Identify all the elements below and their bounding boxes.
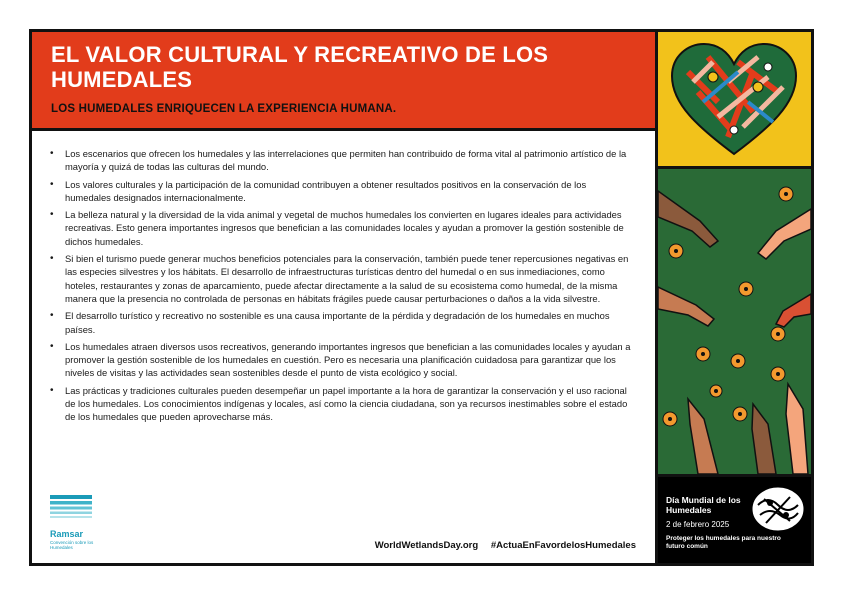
bullet-item: • El desarrollo turístico y recreativo no sostenible es una causa importante de la pérdida y degradación de los humedales en muchos países. — [42, 309, 632, 336]
hands-flowers-icon — [658, 169, 811, 474]
hashtag-text: #ActuaEnFavordelosHumedales — [490, 540, 636, 551]
website-link[interactable]: WorldWetlandsDay.org — [374, 540, 479, 551]
ramsar-name: Ramsar — [50, 529, 84, 539]
wwd-slogan: Proteger los humedales para nuestro futuro común — [666, 535, 781, 550]
bullet-item: • Los humedales atraen diversos usos recreativos, generando importantes ingresos que benefician a las comunidades locales y ayudan a promover la gestión sostenible de los humedales en cuestión. Pero es necesaria una planificación cuidadosa para garantizar que los niveles de visitas y las actividades sean sostenibles desde el punto de vista ecológico y social. — [42, 340, 632, 380]
bullet-item: • Los valores culturales y la participación de la comunidad contribuyen a obtener resultados positivos en la conservación de los humedales designados internacionalmente. — [42, 178, 632, 205]
bullet-item: • Las prácticas y tradiciones culturales pueden desempeñar un papel importante a la hora de garantizar la conservación y el uso racional de los humedales. Los conocimientos indígenas y locales, así como la ciencia ciudadana, son ya recursos inestimables sobre el estado de los humedales que pueden aprovecharse más. — [42, 384, 632, 424]
header-divider — [32, 128, 655, 131]
wwd-title: Día Mundial de los Humedales — [666, 495, 741, 515]
header-banner — [32, 32, 655, 128]
bullet-item: • La belleza natural y la diversidad de la vida animal y vegetal de muchos humedales los convierten en lugares ideales para actividades recreativas. Esto genera importantes ingresos que benefician a las comunidades locales y ayudan a promover la gestión sostenible de dichos humedales. — [42, 208, 632, 248]
bullet-item: • Si bien el turismo puede generar muchos beneficios potenciales para la conservación, también puede tener repercusiones negativas en las especies silvestres y los hábitats. El desarrollo de infraestructuras turísticas dentro del humedal o en sus inmediaciones, como hoteles, restaurantes y zonas de aparcamiento, puede afectar directamente a la salud de su ecosistema como humedal, de la misma manera que la presencia no controlada de personas en hábitats frágiles puede causar perturbaciones o daños a la vida silvestre. — [42, 252, 632, 305]
page-title: EL VALOR CULTURAL Y RECREATIVO DE LOS HUMEDALES — [51, 42, 549, 92]
page-subtitle: LOS HUMEDALES ENRIQUECEN LA EXPERIENCIA HUMANA. — [51, 103, 397, 115]
bullet-list — [42, 147, 632, 428]
bullet-item: • Los escenarios que ofrecen los humedales y las interrelaciones que permiten han contribuido de forma vital al patrimonio artístico de la mayoría y quizá de todas las culturas del mundo. — [42, 147, 632, 174]
ramsar-subtitle: Convención sobre los Humedales — [50, 540, 94, 550]
heart-icon — [658, 32, 811, 166]
heart-illustration-panel — [658, 32, 811, 166]
footer-links — [365, 540, 636, 551]
wwd-badge-panel — [658, 477, 811, 563]
wwd-date: 2 de febrero 2025 — [666, 520, 730, 529]
wwd-emblem-icon — [750, 485, 806, 533]
hands-illustration-panel — [658, 169, 811, 474]
